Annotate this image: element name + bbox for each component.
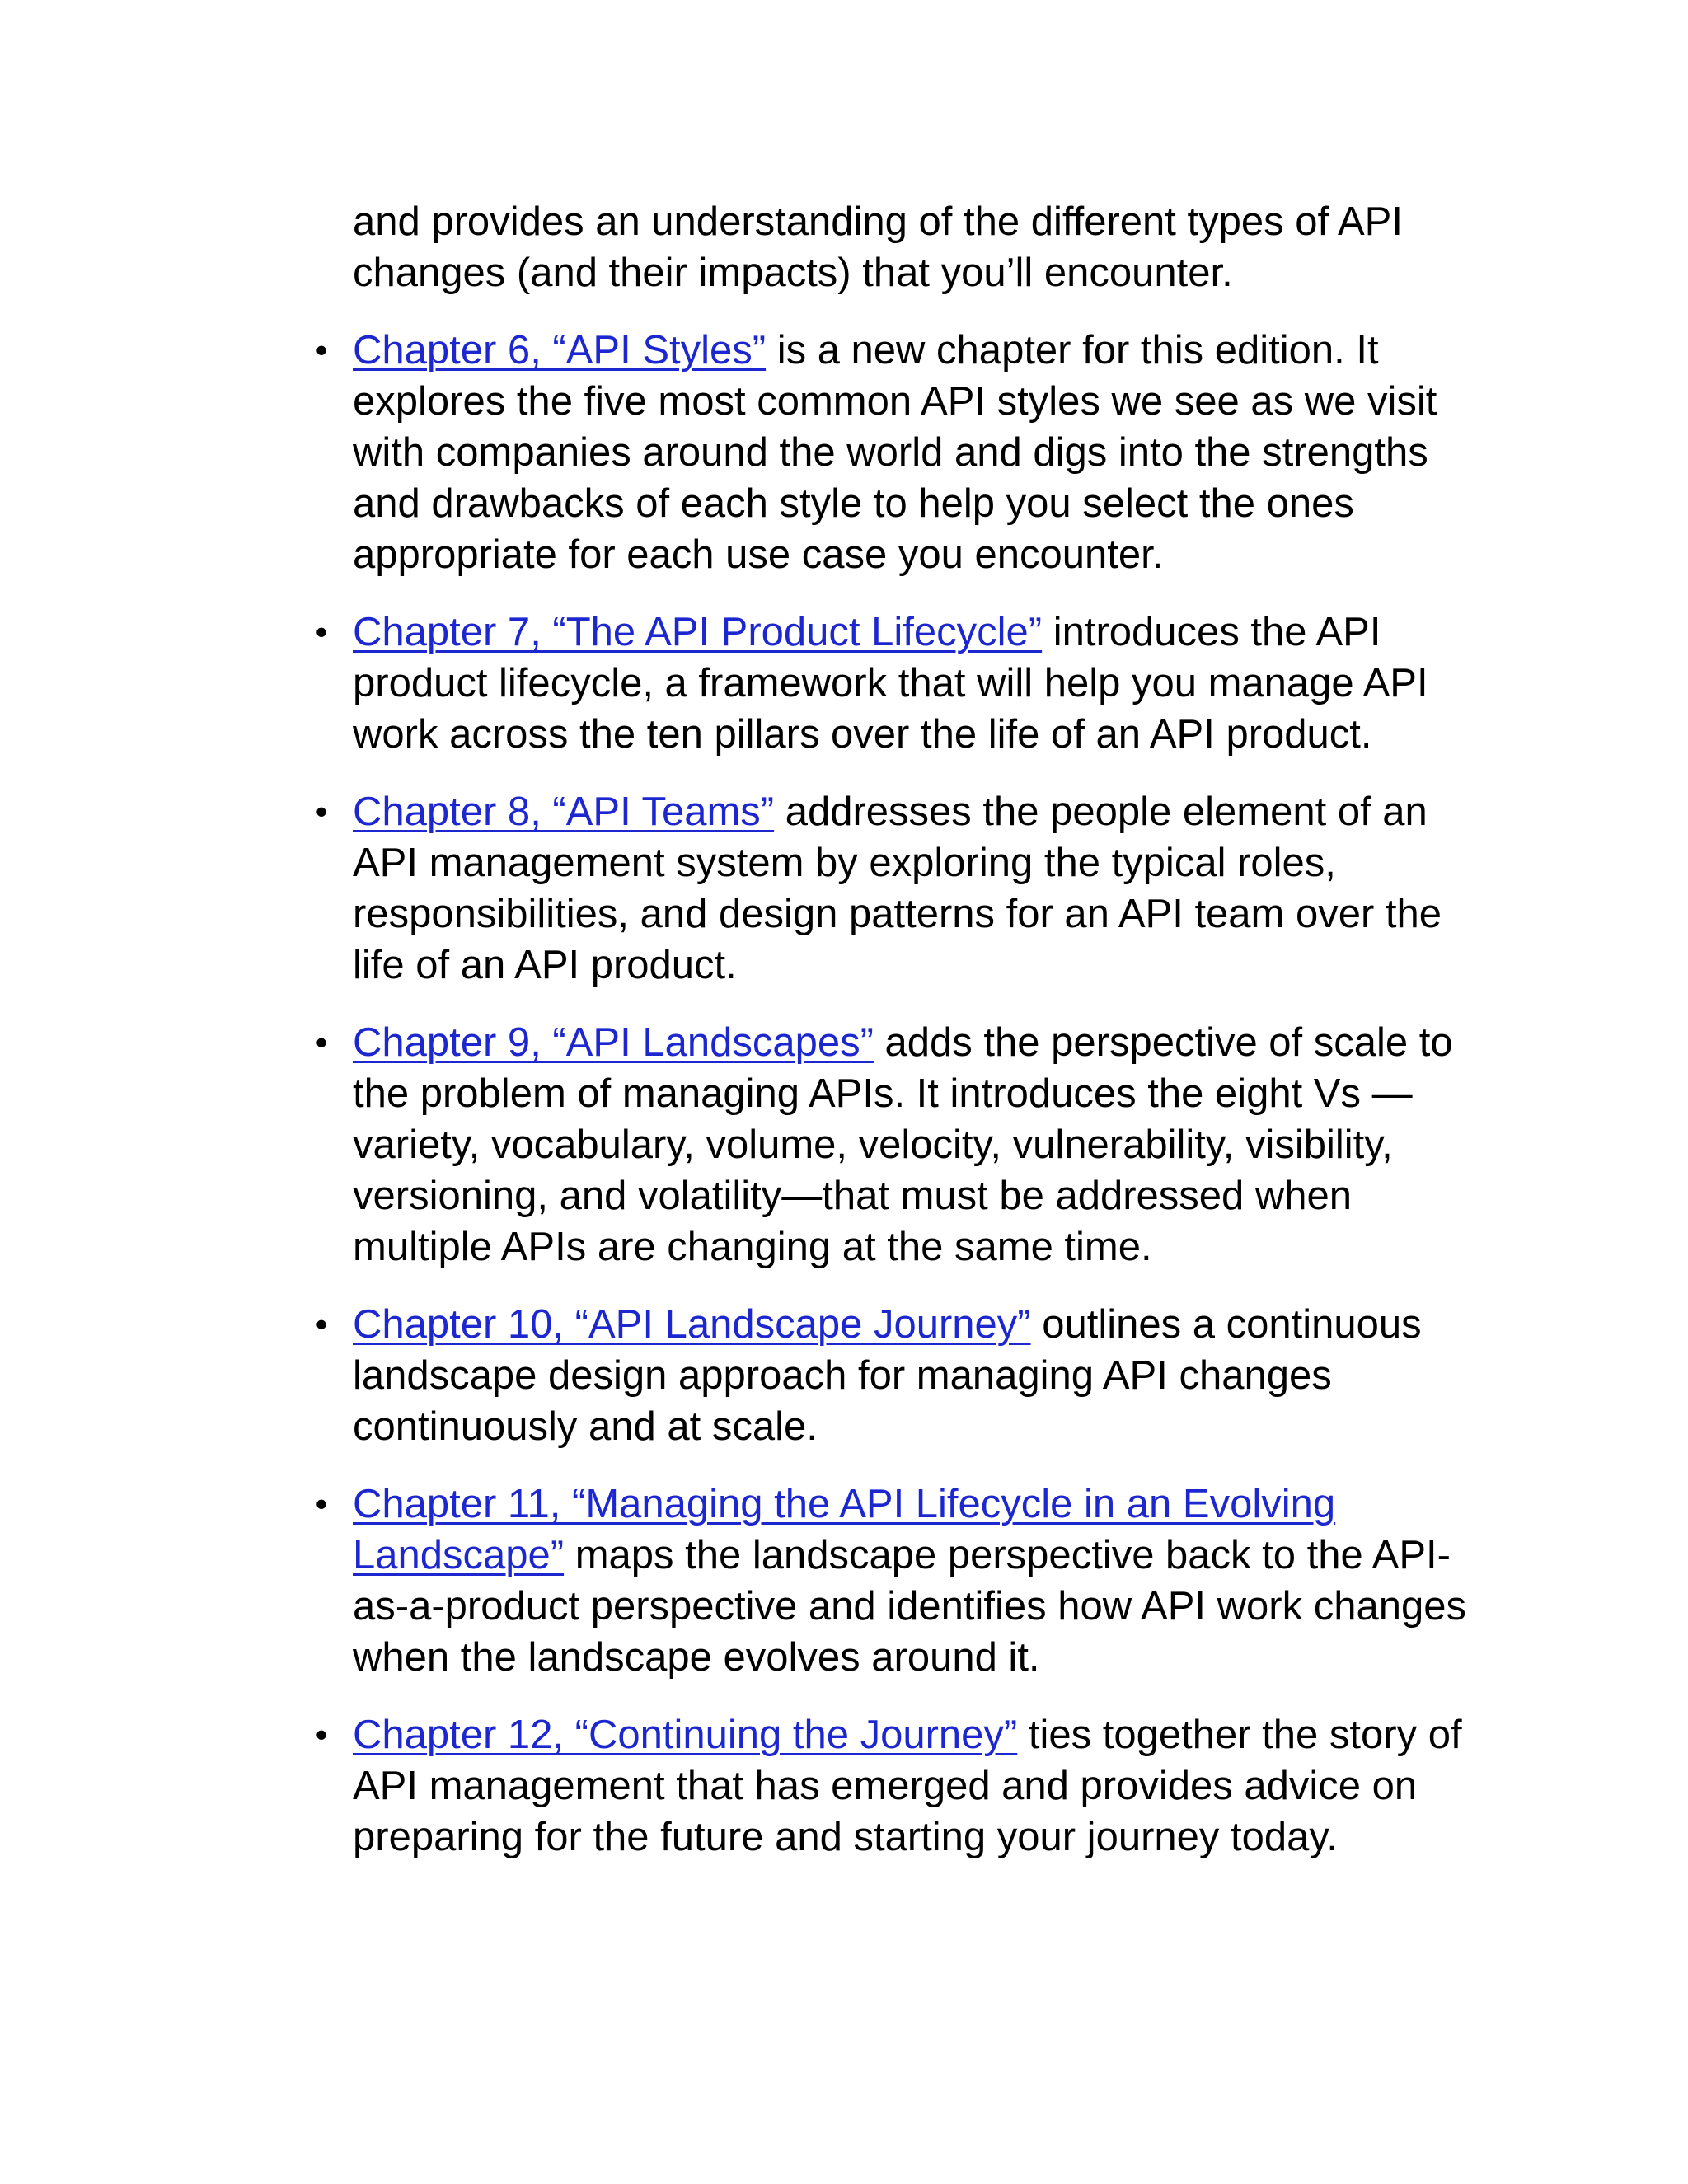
list-item-text: maps the landscape perspective back to the API-as-a-product perspective and identifies how API work changes when the landscape evolves around it. xyxy=(353,1533,1466,1680)
bullet-icon: • xyxy=(315,1023,328,1062)
chapter-11-link[interactable]: Chapter 11, “Managing the API Lifecycle in an Evolving Landscape” xyxy=(353,1482,1336,1577)
list-item xyxy=(315,1479,1482,1683)
bullet-icon: • xyxy=(315,1305,328,1343)
list-item-text: ties together the story of API management that has emerged and provides advice on preparing for the future and starting your journey today. xyxy=(353,1713,1462,1859)
bullet-icon: • xyxy=(315,1715,328,1754)
chapter-list xyxy=(315,325,1482,1863)
list-item-text: outlines a continuous landscape design approach for managing API changes continuously and at scale. xyxy=(353,1302,1422,1449)
list-item xyxy=(315,1299,1482,1452)
list-item-text: addresses the people element of an API management system by exploring the typical roles, responsibilities, and design patterns for an API team over the life of an API product. xyxy=(353,790,1442,987)
page-content xyxy=(315,196,1482,1889)
list-item xyxy=(315,607,1482,760)
list-item-text: adds the perspective of scale to the problem of managing APIs. It introduces the eight Vs —variety, vocabulary, volume, velocity, vulnerability, visibility, versioning, and volatility—that must be addressed when multiple APIs are changing at the same time. xyxy=(353,1020,1453,1269)
bullet-icon: • xyxy=(315,1484,328,1523)
bullet-icon: • xyxy=(315,792,328,831)
bullet-icon: • xyxy=(315,330,328,369)
list-item-text: introduces the API product lifecycle, a framework that will help you manage API work across the ten pillars over the life of an API product. xyxy=(353,610,1428,757)
chapter-8-link[interactable]: Chapter 8, “API Teams” xyxy=(353,790,775,834)
chapter-10-link[interactable]: Chapter 10, “API Landscape Journey” xyxy=(353,1302,1031,1347)
lead-paragraph: and provides an understanding of the different types of API changes (and their impacts) that you’ll encounter. xyxy=(353,199,1403,295)
list-item xyxy=(315,1709,1482,1863)
list-item xyxy=(315,325,1482,580)
bullet-icon: • xyxy=(315,612,328,651)
list-item-text: is a new chapter for this edition. It explores the five most common API styles we see as we visit with companies around the world and digs into the strengths and drawbacks of each style to help you select the ones appropriate for each use case you encounter. xyxy=(353,328,1437,577)
chapter-9-link[interactable]: Chapter 9, “API Landscapes” xyxy=(353,1020,874,1065)
list-item xyxy=(315,786,1482,991)
chapter-7-link[interactable]: Chapter 7, “The API Product Lifecycle” xyxy=(353,610,1043,654)
list-item xyxy=(315,1017,1482,1272)
chapter-6-link[interactable]: Chapter 6, “API Styles” xyxy=(353,328,767,373)
chapter-12-link[interactable]: Chapter 12, “Continuing the Journey” xyxy=(353,1713,1018,1757)
